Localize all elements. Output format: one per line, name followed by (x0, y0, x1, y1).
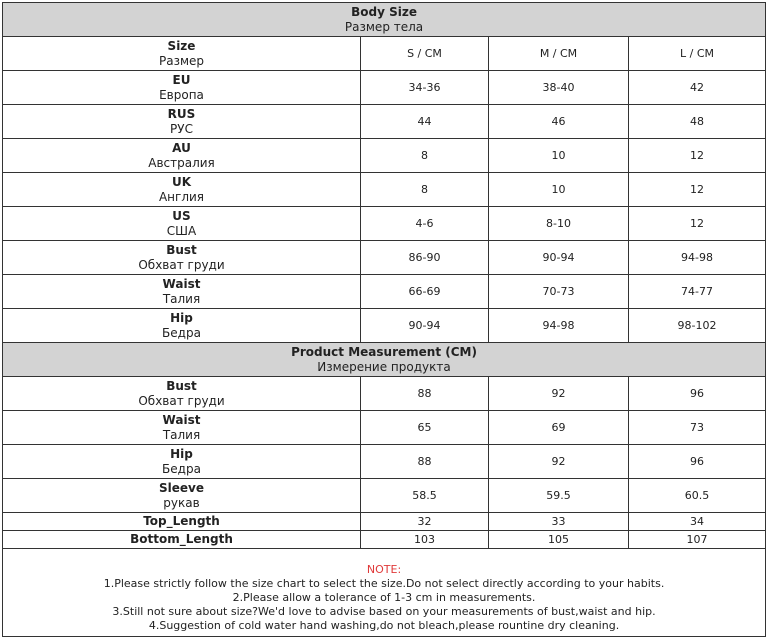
cell-s: 88 (361, 445, 489, 479)
row-label: RUS (167, 106, 196, 121)
section-title: Product Measurement (CM) (291, 344, 477, 359)
table-row (3, 513, 766, 531)
cell-m: 92 (489, 445, 629, 479)
row-label: Bust (166, 242, 197, 257)
cell-m: 8-10 (489, 207, 629, 241)
note-row (3, 549, 766, 637)
cell-m: 105 (489, 531, 629, 549)
cell-s: 32 (361, 513, 489, 531)
row-label: US (172, 208, 191, 223)
column-header-s: S / CM (361, 37, 489, 71)
row-label: Hip (170, 446, 193, 461)
section-title: Body Size (351, 4, 417, 19)
cell-m: 10 (489, 173, 629, 207)
column-header-m: M / CM (489, 37, 629, 71)
note-title: NOTE: (366, 563, 402, 576)
row-label-ru: Размер (158, 53, 205, 68)
cell-l: 34 (629, 513, 766, 531)
table-row (3, 173, 766, 207)
row-label-ru: Англия (158, 189, 205, 204)
table-row (3, 531, 766, 549)
row-label: Top_Length (143, 514, 220, 528)
cell-s: 103 (361, 531, 489, 549)
table-header-row (3, 37, 766, 71)
note-line: 4.Suggestion of cold water hand washing,do not bleach,please rountine dry cleaning. (148, 619, 620, 632)
cell-l: 73 (629, 411, 766, 445)
cell-m: 46 (489, 105, 629, 139)
section-subtitle: Размер тела (344, 19, 424, 34)
row-label: Bust (166, 378, 197, 393)
cell-m: 33 (489, 513, 629, 531)
table-row (3, 105, 766, 139)
row-label-ru: Талия (162, 427, 201, 442)
row-label-ru: рукав (163, 495, 200, 510)
size-chart-table (2, 2, 766, 637)
section-header-body-size (3, 3, 766, 37)
cell-l: 74-77 (629, 275, 766, 309)
cell-s: 90-94 (361, 309, 489, 343)
table-row (3, 241, 766, 275)
cell-s: 65 (361, 411, 489, 445)
cell-m: 38-40 (489, 71, 629, 105)
cell-s: 58.5 (361, 479, 489, 513)
table-row (3, 275, 766, 309)
section-header-product-measurement (3, 343, 766, 377)
cell-s: 8 (361, 139, 489, 173)
cell-s: 86-90 (361, 241, 489, 275)
cell-l: 12 (629, 173, 766, 207)
row-label: Waist (162, 412, 201, 427)
note-line: 3.Still not sure about size?We'd love to advise based on your measurements of bust,waist and hip. (112, 605, 656, 618)
row-label: Hip (170, 310, 193, 325)
cell-s: 8 (361, 173, 489, 207)
cell-l: 94-98 (629, 241, 766, 275)
cell-l: 107 (629, 531, 766, 549)
table-row (3, 207, 766, 241)
cell-s: 4-6 (361, 207, 489, 241)
row-label: Size (167, 38, 196, 53)
cell-s: 44 (361, 105, 489, 139)
cell-l: 12 (629, 139, 766, 173)
cell-l: 12 (629, 207, 766, 241)
cell-l: 96 (629, 445, 766, 479)
row-label-ru: Бедра (162, 325, 201, 340)
cell-s: 34-36 (361, 71, 489, 105)
table-row (3, 445, 766, 479)
cell-l: 98-102 (629, 309, 766, 343)
table-row (3, 309, 766, 343)
row-label-ru: Талия (162, 291, 201, 306)
row-label: UK (171, 174, 192, 189)
row-label: EU (172, 72, 191, 87)
cell-m: 92 (489, 377, 629, 411)
row-label-ru: Бедра (162, 461, 201, 476)
cell-s: 88 (361, 377, 489, 411)
row-label-ru: РУС (170, 121, 193, 136)
section-subtitle: Измерение продукта (317, 359, 451, 374)
row-label: Waist (162, 276, 201, 291)
cell-l: 60.5 (629, 479, 766, 513)
row-label-ru: Обхват груди (138, 257, 225, 272)
table-row (3, 139, 766, 173)
row-label: Bottom_Length (130, 532, 233, 546)
cell-m: 90-94 (489, 241, 629, 275)
row-label-ru: США (166, 223, 197, 238)
cell-m: 10 (489, 139, 629, 173)
cell-l: 96 (629, 377, 766, 411)
table-row (3, 411, 766, 445)
row-label-ru: Европа (159, 87, 204, 102)
cell-m: 59.5 (489, 479, 629, 513)
column-header-l: L / CM (629, 37, 766, 71)
cell-l: 48 (629, 105, 766, 139)
row-label: Sleeve (159, 480, 204, 495)
cell-s: 66-69 (361, 275, 489, 309)
table-row (3, 71, 766, 105)
row-label-ru: Обхват груди (138, 393, 225, 408)
cell-m: 69 (489, 411, 629, 445)
note-line: 1.Please strictly follow the size chart to select the size.Do not select directly according to your habits. (103, 577, 665, 590)
table-row (3, 377, 766, 411)
table-row (3, 479, 766, 513)
row-label-ru: Австралия (148, 155, 215, 170)
cell-m: 70-73 (489, 275, 629, 309)
cell-l: 42 (629, 71, 766, 105)
note-block (3, 549, 766, 637)
row-label: AU (172, 140, 191, 155)
cell-m: 94-98 (489, 309, 629, 343)
note-line: 2.Please allow a tolerance of 1-3 cm in measurements. (232, 591, 536, 604)
